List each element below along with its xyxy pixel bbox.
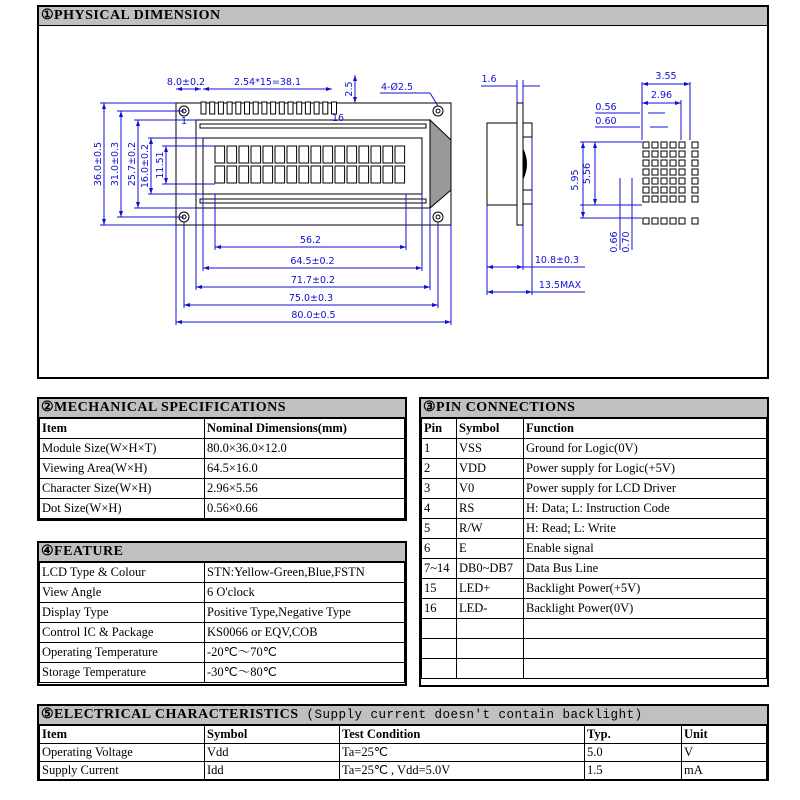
dimension-label-pin_pitch: 2.54*15=38.1 bbox=[233, 77, 302, 88]
character-cell bbox=[335, 146, 345, 163]
dimension-label-bezel_h: 25.7±0.2 bbox=[127, 141, 138, 187]
table-row bbox=[40, 583, 405, 603]
character-cell bbox=[287, 146, 297, 163]
table-row bbox=[422, 559, 767, 579]
side-body bbox=[487, 123, 517, 205]
side-tab bbox=[523, 190, 532, 204]
dimension-label-dot_h: 0.66 bbox=[609, 231, 620, 253]
dot bbox=[643, 169, 649, 175]
dot bbox=[679, 142, 685, 148]
feature-section bbox=[37, 541, 407, 686]
mounting-hole-inner bbox=[436, 109, 440, 113]
table-cell: Data Bus Line bbox=[524, 559, 767, 579]
dimension-label-body_t: 10.8±0.3 bbox=[534, 255, 580, 266]
table-cell: R/W bbox=[457, 519, 524, 539]
table-cell: Dot Size(W×H) bbox=[40, 499, 205, 519]
table-row bbox=[422, 599, 767, 619]
dot bbox=[652, 178, 658, 184]
character-cell bbox=[383, 146, 393, 163]
dot bbox=[661, 218, 667, 224]
bezel-slot bbox=[200, 199, 426, 203]
dot bbox=[661, 151, 667, 157]
dot bbox=[670, 196, 676, 202]
table-cell: Control IC & Package bbox=[40, 623, 205, 643]
table-cell: 4 bbox=[422, 499, 457, 519]
dimension-label-pcb_t: 1.6 bbox=[481, 74, 497, 85]
table-cell: Storage Temperature bbox=[40, 663, 205, 683]
table-row bbox=[40, 663, 405, 683]
dimension-label-module_w: 80.0±0.5 bbox=[291, 310, 336, 321]
table-cell bbox=[524, 659, 767, 679]
dimension-label-hole_pitch_w: 75.0±0.3 bbox=[288, 293, 334, 304]
table-row bbox=[422, 579, 767, 599]
character-cell bbox=[239, 166, 249, 183]
dot bbox=[652, 187, 658, 193]
table-cell bbox=[524, 619, 767, 639]
character-cell bbox=[215, 166, 225, 183]
pin bbox=[253, 102, 258, 114]
mechanical-table bbox=[39, 418, 405, 519]
dot bbox=[692, 218, 698, 224]
arrow bbox=[487, 290, 493, 294]
arrow bbox=[400, 245, 406, 249]
character-cell bbox=[371, 166, 381, 183]
dimension-label-view_w: 64.5±0.2 bbox=[290, 256, 335, 267]
pin bbox=[201, 102, 206, 114]
table-cell: Typ. bbox=[585, 726, 682, 744]
arrow bbox=[215, 245, 221, 249]
character-cell bbox=[227, 146, 237, 163]
character-cell bbox=[227, 166, 237, 183]
arrow bbox=[642, 82, 648, 86]
table-cell: 2 bbox=[422, 459, 457, 479]
arrow bbox=[526, 290, 532, 294]
pin-table bbox=[421, 418, 767, 679]
dimension-label-max_t: 13.5MAX bbox=[538, 280, 582, 291]
table-cell: 5 bbox=[422, 519, 457, 539]
table-cell: Symbol bbox=[457, 419, 524, 439]
dot bbox=[692, 160, 698, 166]
character-cell bbox=[263, 166, 273, 183]
table-header-row bbox=[422, 419, 767, 439]
arrow bbox=[203, 266, 209, 270]
table-cell: 0.56×0.66 bbox=[205, 499, 405, 519]
table-row bbox=[40, 439, 405, 459]
arrow bbox=[424, 285, 430, 289]
arrow bbox=[517, 265, 523, 269]
character-cell bbox=[263, 146, 273, 163]
character-cell bbox=[395, 146, 405, 163]
character-cell bbox=[299, 166, 309, 183]
pin bbox=[297, 102, 302, 114]
table-cell: 64.5×16.0 bbox=[205, 459, 405, 479]
arrow bbox=[184, 303, 190, 307]
table-cell: Ta=25℃ bbox=[340, 744, 585, 762]
character-cell bbox=[323, 166, 333, 183]
dot bbox=[643, 187, 649, 193]
table-row bbox=[40, 744, 767, 762]
dot bbox=[679, 187, 685, 193]
dot bbox=[692, 196, 698, 202]
dot bbox=[661, 187, 667, 193]
dimension-label-pin1: 1 bbox=[180, 116, 188, 127]
arrow bbox=[445, 320, 451, 324]
dot bbox=[670, 169, 676, 175]
table-cell: Pin bbox=[422, 419, 457, 439]
feature-table bbox=[39, 562, 405, 683]
dot bbox=[661, 196, 667, 202]
table-cell: KS0066 or EQV,COB bbox=[205, 623, 405, 643]
table-row bbox=[40, 623, 405, 643]
table-cell: -20℃～70℃ bbox=[205, 643, 405, 663]
dot bbox=[692, 142, 698, 148]
table-cell bbox=[457, 639, 524, 659]
dot bbox=[643, 178, 649, 184]
table-cell: 1.5 bbox=[585, 762, 682, 780]
character-cell bbox=[311, 146, 321, 163]
table-cell: Item bbox=[40, 419, 205, 439]
dot bbox=[643, 151, 649, 157]
pin bbox=[227, 102, 232, 114]
table-cell: DB0~DB7 bbox=[457, 559, 524, 579]
bezel-slot bbox=[200, 124, 426, 128]
arrow bbox=[119, 111, 123, 117]
dimension-label-pin_height: 2.5 bbox=[344, 81, 355, 97]
table-cell bbox=[422, 639, 457, 659]
arrow bbox=[684, 82, 690, 86]
title-note: (Supply current doesn't contain backlight) bbox=[306, 708, 643, 722]
dimension-label-dot_pitch_w: 0.60 bbox=[595, 116, 617, 127]
dimension-label-hole_pitch_h: 31.0±0.3 bbox=[110, 141, 121, 187]
pin bbox=[218, 102, 223, 114]
dimension-label-bezel_w: 71.7±0.2 bbox=[290, 275, 336, 286]
dimension-drawing bbox=[0, 0, 800, 380]
dimension-label-holes: 4-Ø2.5 bbox=[380, 82, 414, 93]
arrow bbox=[593, 199, 597, 205]
table-cell: 6 bbox=[422, 539, 457, 559]
table-cell: 5.0 bbox=[585, 744, 682, 762]
arrow bbox=[353, 97, 357, 103]
dimension-label-module_h: 36.0±0.5 bbox=[93, 141, 104, 187]
table-cell: LCD Type & Colour bbox=[40, 563, 205, 583]
electrical-table bbox=[39, 725, 767, 780]
section-title: ④FEATURE bbox=[39, 543, 405, 562]
character-cell bbox=[287, 166, 297, 183]
table-cell: Symbol bbox=[205, 726, 340, 744]
table-cell: H: Data; L: Instruction Code bbox=[524, 499, 767, 519]
character-cell bbox=[347, 166, 357, 183]
dot bbox=[670, 160, 676, 166]
dimension-label-dot_w: 0.56 bbox=[595, 102, 617, 113]
character-cell bbox=[215, 146, 225, 163]
table-cell: -30℃～80℃ bbox=[205, 663, 405, 683]
dot bbox=[643, 196, 649, 202]
dot bbox=[652, 151, 658, 157]
dot bbox=[692, 178, 698, 184]
table-cell: VSS bbox=[457, 439, 524, 459]
empty-row bbox=[422, 619, 767, 639]
side-pcb bbox=[517, 103, 523, 225]
table-cell: Enable signal bbox=[524, 539, 767, 559]
table-cell: Display Type bbox=[40, 603, 205, 623]
pin bbox=[323, 102, 328, 114]
arrow bbox=[196, 285, 202, 289]
dot bbox=[679, 218, 685, 224]
arrow bbox=[326, 87, 332, 91]
table-row bbox=[40, 762, 767, 780]
table-row bbox=[40, 643, 405, 663]
table-cell: Unit bbox=[682, 726, 767, 744]
table-cell bbox=[422, 619, 457, 639]
table-cell: 1 bbox=[422, 439, 457, 459]
character-cell bbox=[275, 166, 285, 183]
table-cell: V0 bbox=[457, 479, 524, 499]
table-cell: mA bbox=[682, 762, 767, 780]
table-cell: 3 bbox=[422, 479, 457, 499]
table-cell: Character Size(W×H) bbox=[40, 479, 205, 499]
table-header-row bbox=[40, 726, 767, 744]
table-cell: 6 O'clock bbox=[205, 583, 405, 603]
section-title bbox=[39, 706, 767, 725]
pin bbox=[305, 102, 310, 114]
arrow bbox=[593, 142, 597, 148]
pin bbox=[245, 102, 250, 114]
dot bbox=[652, 142, 658, 148]
table-cell: Function bbox=[524, 419, 767, 439]
dot bbox=[692, 151, 698, 157]
dimension-label-char_h: 5.56 bbox=[582, 162, 593, 185]
table-cell: Positive Type,Negative Type bbox=[205, 603, 405, 623]
pin bbox=[314, 102, 319, 114]
table-header-row bbox=[40, 419, 405, 439]
title-text: ⑤ELECTRICAL CHARACTERISTICS bbox=[41, 707, 299, 722]
arrow bbox=[353, 75, 357, 81]
dot bbox=[679, 196, 685, 202]
table-cell bbox=[457, 619, 524, 639]
table-cell: Idd bbox=[205, 762, 340, 780]
dot bbox=[670, 218, 676, 224]
dimension-label-char_area_w: 56.2 bbox=[299, 235, 322, 246]
dot bbox=[661, 178, 667, 184]
table-cell: E bbox=[457, 539, 524, 559]
table-cell: 80.0×36.0×12.0 bbox=[205, 439, 405, 459]
section-title: ①PHYSICAL DIMENSION bbox=[39, 7, 767, 26]
table-row bbox=[40, 499, 405, 519]
table-cell: LED- bbox=[457, 599, 524, 619]
arrow bbox=[102, 219, 106, 225]
dot bbox=[692, 187, 698, 193]
dot bbox=[670, 142, 676, 148]
character-cell bbox=[359, 166, 369, 183]
arrow bbox=[581, 142, 585, 148]
dot bbox=[670, 187, 676, 193]
dimension-label-char_w: 2.96 bbox=[650, 90, 673, 101]
table-row bbox=[40, 459, 405, 479]
table-row bbox=[422, 539, 767, 559]
dot bbox=[692, 169, 698, 175]
table-cell: Power supply for Logic(+5V) bbox=[524, 459, 767, 479]
pin bbox=[288, 102, 293, 114]
table-cell: View Angle bbox=[40, 583, 205, 603]
dot bbox=[679, 169, 685, 175]
table-cell: LED+ bbox=[457, 579, 524, 599]
dimension-label-dot_pitch_h: 0.70 bbox=[621, 231, 632, 253]
electrical-section bbox=[37, 704, 769, 781]
character-cell bbox=[371, 146, 381, 163]
character-cell bbox=[275, 146, 285, 163]
table-cell: H: Read; L: Write bbox=[524, 519, 767, 539]
table-cell: Backlight Power(0V) bbox=[524, 599, 767, 619]
pin bbox=[210, 102, 215, 114]
character-cell bbox=[335, 166, 345, 183]
dot bbox=[679, 160, 685, 166]
empty-row bbox=[422, 659, 767, 679]
table-cell: Operating Voltage bbox=[40, 744, 205, 762]
table-row bbox=[422, 439, 767, 459]
table-cell bbox=[457, 659, 524, 679]
mechanical-specs-section bbox=[37, 397, 407, 521]
arrow bbox=[136, 202, 140, 208]
dot bbox=[643, 142, 649, 148]
arrow bbox=[176, 320, 182, 324]
table-row bbox=[40, 603, 405, 623]
table-cell bbox=[422, 659, 457, 679]
arrow bbox=[432, 303, 438, 307]
table-cell: Power supply for LCD Driver bbox=[524, 479, 767, 499]
dot bbox=[670, 178, 676, 184]
table-cell: VDD bbox=[457, 459, 524, 479]
pin bbox=[236, 102, 241, 114]
dot bbox=[670, 151, 676, 157]
character-cell bbox=[239, 146, 249, 163]
dot bbox=[652, 169, 658, 175]
pin bbox=[262, 102, 267, 114]
arrow bbox=[416, 266, 422, 270]
character-cell bbox=[359, 146, 369, 163]
arrow bbox=[119, 211, 123, 217]
dot bbox=[661, 142, 667, 148]
table-cell: Item bbox=[40, 726, 205, 744]
table-row bbox=[422, 519, 767, 539]
table-cell: Ta=25℃ , Vdd=5.0V bbox=[340, 762, 585, 780]
character-cell bbox=[323, 146, 333, 163]
empty-row bbox=[422, 639, 767, 659]
dot bbox=[661, 169, 667, 175]
arrow bbox=[136, 120, 140, 126]
pin-connections-section bbox=[419, 397, 769, 687]
table-cell: Test Condition bbox=[340, 726, 585, 744]
dot bbox=[652, 160, 658, 166]
arrow bbox=[164, 146, 168, 152]
table-cell: Operating Temperature bbox=[40, 643, 205, 663]
pin bbox=[279, 102, 284, 114]
table-cell bbox=[524, 639, 767, 659]
character-cell bbox=[347, 146, 357, 163]
table-cell: Backlight Power(+5V) bbox=[524, 579, 767, 599]
dimension-label-pin_offset: 8.0±0.2 bbox=[166, 77, 206, 88]
character-cell bbox=[395, 166, 405, 183]
table-cell: STN:Yellow-Green,Blue,FSTN bbox=[205, 563, 405, 583]
table-cell: 2.96×5.56 bbox=[205, 479, 405, 499]
character-cell bbox=[251, 166, 261, 183]
dimension-label-view_h: 16.0±0.2 bbox=[140, 143, 151, 189]
character-cell bbox=[251, 146, 261, 163]
arrow bbox=[102, 103, 106, 109]
arrow bbox=[581, 212, 585, 218]
dot bbox=[679, 178, 685, 184]
dot bbox=[679, 151, 685, 157]
table-row bbox=[422, 459, 767, 479]
character-cell bbox=[299, 146, 309, 163]
table-cell: 15 bbox=[422, 579, 457, 599]
table-row bbox=[422, 479, 767, 499]
table-row bbox=[422, 499, 767, 519]
character-cell bbox=[383, 166, 393, 183]
table-cell: Ground for Logic(0V) bbox=[524, 439, 767, 459]
arrow bbox=[675, 101, 681, 105]
table-cell: Vdd bbox=[205, 744, 340, 762]
dot bbox=[652, 218, 658, 224]
dot bbox=[661, 160, 667, 166]
mounting-hole-inner bbox=[436, 215, 440, 219]
dimension-label-char_pitch_w: 3.55 bbox=[655, 71, 677, 82]
dimension-label-char_area_h: 11.51 bbox=[155, 151, 166, 179]
section-title: ②MECHANICAL SPECIFICATIONS bbox=[39, 399, 405, 418]
dot bbox=[652, 196, 658, 202]
table-cell: 7~14 bbox=[422, 559, 457, 579]
table-cell: Supply Current bbox=[40, 762, 205, 780]
table-cell: 16 bbox=[422, 599, 457, 619]
arrow bbox=[642, 101, 648, 105]
dimension-label-char_pitch_h: 5.95 bbox=[570, 169, 581, 191]
section-title: ③PIN CONNECTIONS bbox=[421, 399, 767, 418]
character-cell bbox=[311, 166, 321, 183]
table-cell: Nominal Dimensions(mm) bbox=[205, 419, 405, 439]
table-cell: RS bbox=[457, 499, 524, 519]
side-tab bbox=[523, 123, 532, 137]
table-cell: V bbox=[682, 744, 767, 762]
dot bbox=[643, 160, 649, 166]
table-cell: Viewing Area(W×H) bbox=[40, 459, 205, 479]
dimension-label-pin16: 16 bbox=[331, 113, 345, 124]
table-row bbox=[40, 563, 405, 583]
arrow bbox=[149, 138, 153, 144]
dot bbox=[643, 218, 649, 224]
pin bbox=[271, 102, 276, 114]
side-bulge bbox=[523, 148, 527, 180]
table-row bbox=[40, 479, 405, 499]
arrow bbox=[487, 265, 493, 269]
table-cell: Module Size(W×H×T) bbox=[40, 439, 205, 459]
